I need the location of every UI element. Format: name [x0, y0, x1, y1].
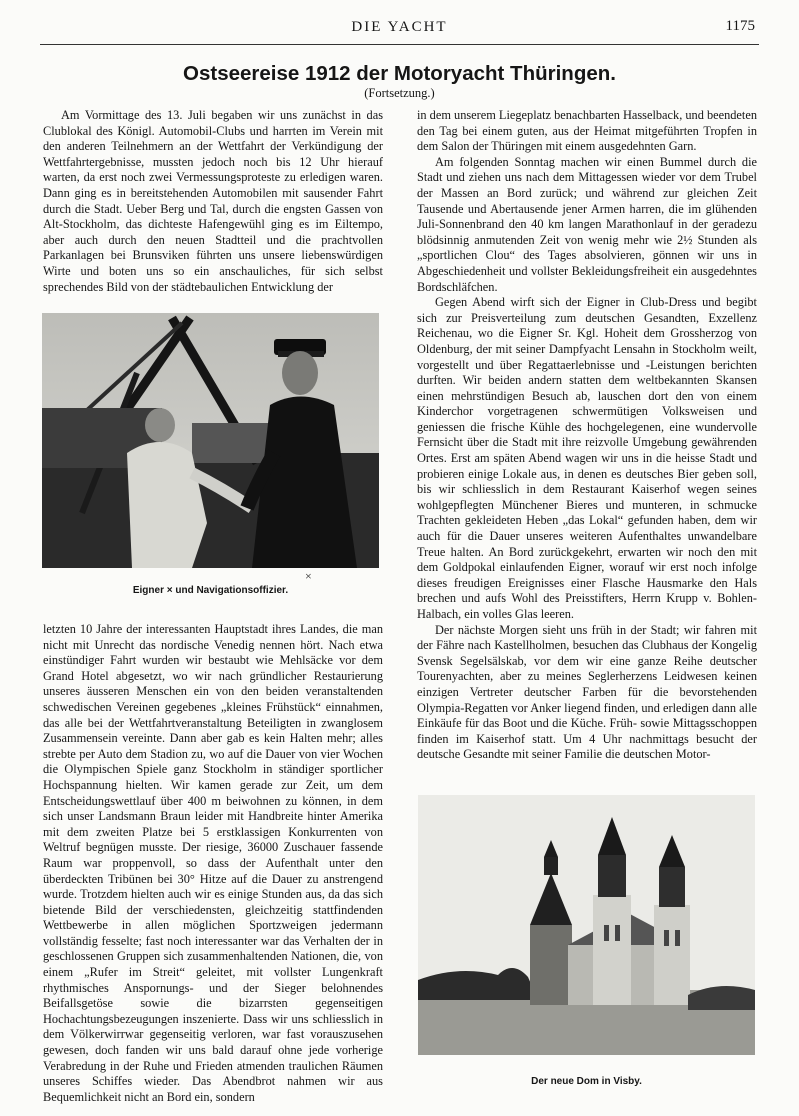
paragraph: Der nächste Morgen sieht uns früh in der Stadt; wir fahren mit der Fähre nach Kastellholmen, besuchen das Clubhaus der Kongelig Svensk Segelsälskab, vor dem wir eine ganze Reihe deutscher Tourenyachten, aber zu meines Seglerherzens Leidwesen keinen einzigen Vertreter deutscher Farben für die bevorstehenden Olympia-Regatten vor Anker liegend finden, und erledigen dann alle Einkäufe für das Boot und die Küche. Früh- sowie Mittagsschoppen finden im Kaiserhof statt. Um 4 Uhr nachmittags besucht der deutsche Gesandte mit seiner Familie die deutschen Motor- [417, 622, 757, 762]
photo-marker: × [305, 569, 312, 583]
photo-visby-cathedral-caption: Der neue Dom in Visby. [531, 1076, 642, 1087]
paragraph: Am Vormittage des 13. Juli begaben wir uns zunächst in das Clublokal des Königl. Automobil-Clubs und harrten im Verein mit den anderen Teilnehmern an der Wettfahrt der Verkündigung der Wettfahrtergebnisse, mussten jedoch noch bis 12 Uhr hierauf warten, da erst noch zwei Vermessungsproteste zu erledigen waren. Dann ging es in bereitstehenden Automobilen mit sausender Fahrt durch die Stadt. Ueber Berg und Tal, durch die engsten Gassen von Alt-Stockholm, das dichteste Hafengewühl ging es im Eiltempo, aber auch durch den neuen Stadtteil und die prachtvollen Parkanlagen bei Brunsviken führten uns unsere liebenswürdigen Wirte und boten uns so ein anschauliches, für sich selbst sprechendes Bild von der städtebaulichen Entwicklung der [43, 108, 383, 294]
photo-owner-and-officer [42, 313, 379, 568]
paragraph: letzten 10 Jahre der interessanten Hauptstadt ihres Landes, die man nicht mit Unrecht das nordische Venedig nennen hört. Nach etwa einstündiger Fahrt wurden wir bestaubt wie Mehlsäcke vor dem Grand Hotel abgesetzt, wo wir nach gründlicher Restaurierung unseres äusseren Menschen ein von den beiden veranstaltenden schwedischen Vereinen gegebenes „kleines Frühstück“ einnahmen, das alle bei der Wettfahrtveranstaltung Beteiligten in zwanglosem Zusammensein vereinte. Dann aber gab es kein Halten mehr; alles strebte per Auto dem Stadion zu, wo auf die Dauer von vier Wochen die Olympischen Spiele ganz Stockholm in ständiger sportlicher Hochspannung hielten. Wir kamen gerade zur Zeit, um dem Entscheidungswettlauf über 400 m beiwohnen zu können, in dem sich unser Landsmann Braun leider mit Handbreite hinter Amerika mit dem zweiten Platze bei 5 erstklassigen Konkurrenten von Weltruf begnügen musste. Der riesige, 36000 Zuschauer fassende Raum war proppenvoll, so dass der Aufenthalt unter den überdeckten Tribünen bei 30° Hitze auf die Dauer zu anstrengend wurde. Trotzdem hielten auch wir es einige Stunden aus, da das sich bietende Bild der verschiedensten, gleichzeitig stattfindenden Wettbewerbe in allen möglichen Sportzweigen jedermann vollständig fesselte; fast noch interessanter war das Verhalten der in geschlossenen Gruppen sich zusammenhaltenden Nationen, die, von einem „Rufer im Streit“ geleitet, mit vollster Lungenkraft rhythmisches Anspornungs- und der Sieger belohnendes Beifallsgetöse sowie die bizarrsten gegenseitigen Hochachtungsbezeugungen inszenierte. Dass wir uns schliesslich in dem Völkerwirrwar gegenseitig verloren, war fast vorauszusehen gewesen, doch fanden wir uns bald darauf ohne jede vorherige Verabredung in der Ruhe und Frieden atmenden traulichen Räumen unseres Schiffes wieder. Das Abendbrot nahmen wir aus Bequemlichkeit nicht an Bord ein, sondern [43, 622, 383, 1104]
running-title: DIE YACHT [351, 19, 448, 35]
article-title: Ostseereise 1912 der Motoryacht Thüringen. [183, 62, 616, 85]
photo-visby-cathedral-drawing [418, 795, 755, 1055]
photo-visby-cathedral [418, 795, 755, 1055]
column-1-bottom [43, 622, 383, 1104]
photo-owner-and-officer-caption: Eigner × und Navigationsoffizier. [132, 585, 289, 596]
photo-owner-and-officer-drawing [42, 313, 379, 568]
header-rule [40, 44, 759, 45]
page-number: 1175 [725, 18, 755, 34]
column-1-top [43, 108, 383, 298]
article-subtitle: (Fortsetzung.) [364, 86, 435, 100]
column-2 [417, 108, 757, 768]
paragraph: Gegen Abend wirft sich der Eigner in Club-Dress und begibt sich zur Preisverteilung zum deutschen Gesandten, Exzellenz Reichenau, wo die Eigner Sr. Kgl. Hoheit dem Grossherzog von Oldenburg, der mit seiner Dampfyacht Lensahn in Stockholm weilt, vorgestellt und über Regattaerlebnisse und -Leistungen berichten durften. Wir beiden andern statten dem weltbekannten Skansen einen mehrstündigen Besuch ab, lauschen dort den von einem Kinderchor vorgetragenen schwermütigen Volksweisen und geniessen die frische Kühle des hochgelegenen, eine wundervolle Fernsicht über die Stadt mit ihre reizvolle Umgebung gewährenden Ortes. Erst am späten Abend wagen wir uns in die heisse Stadt und probieren einige Lokale aus, in denen es deutsches Bier geben soll, bis wir schliesslich in dem Restaurant Kaiserhof wegen seines wohlgepflegten Münchener Bieres und munteren, in schmucke Trachten gekleideten Heben „das Lokal“ gefunden haben, dem wir auch für die Dauer unseres weiteren Aufenthaltes unwandelbare Treue halten. An Bord zurückgekehrt, erwarten wir noch den mit dem Goldpokal einlaufenden Eigner, worauf wir erst noch infolge dieses freudigen Ereignisses einer Flasche Hausmarke den Hals brechen und aufs Wohl des Preisstifters, Herrn Krupp v. Bohlen-Halbach, ein volles Glas leeren. [417, 295, 757, 621]
paragraph: in dem unserem Liegeplatz benachbarten Hasselback, und beendeten den Tag bei einem guten, aus der Heimat mitgeführten Tropfen in dem Salon der Thüringen mit einem ausgedehnten Garn. [417, 108, 757, 154]
paragraph: Am folgenden Sonntag machen wir einen Bummel durch die Stadt und ziehen uns nach dem Mittagessen wieder vor dem Trubel der Massen an Bord zurück; und während zur gleichen Zeit Tausende und Abertausende jener Armen harren, die im glühenden Juli-Sonnenbrand den 40 km langen Marathonlauf in der geradezu blödsinnig anmutenden Zeit von wenig mehr wie 2½ Stunden als „sportlichen Clou“ des Tages absolvieren, gönnen wir uns in Abgeschiedenheit und vollster Bekleidungsfreiheit ein ausgedehntes Bordschläfchen. [417, 154, 757, 294]
